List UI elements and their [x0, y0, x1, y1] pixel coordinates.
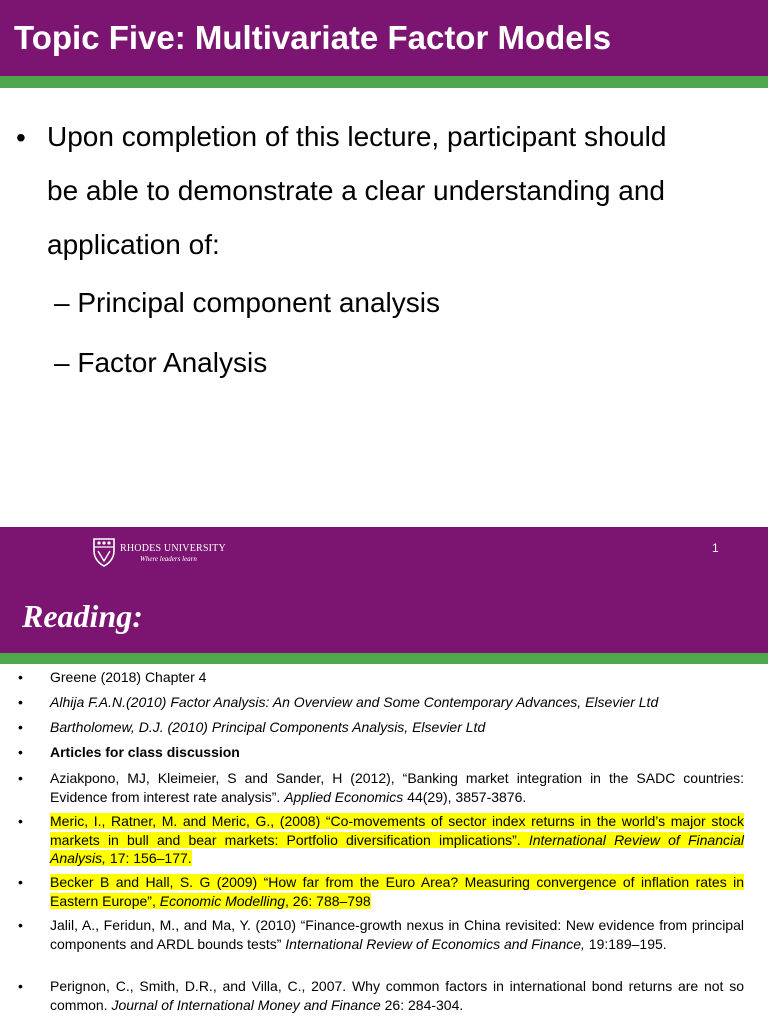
reading-text: [50, 916, 744, 953]
citation-authors-title: Aziakpono, MJ, Kleimeier, S and Sander, H (2012), “Banking market integration in the SADC countries: Evidence from interest rate analysis”.: [50, 770, 744, 805]
reading-text: Alhija F.A.N.(2010) Factor Analysis: An Overview and Some Contemporary Advances, Elsevier Ltd: [50, 694, 659, 710]
reading-text: Bartholomew, D.J. (2010) Principal Components Analysis, Elsevier Ltd: [50, 719, 486, 735]
bullet-icon: •: [18, 978, 23, 994]
bullet-icon: •: [18, 917, 23, 933]
subitem-factor-analysis: – Factor Analysis: [54, 347, 268, 378]
bullet-icon: •: [16, 122, 26, 153]
slide-2-green-stripe: [0, 653, 768, 664]
citation-journal: International Review of Financial Analysis,: [50, 831, 745, 866]
citation-volume: 19:189–195.: [588, 935, 667, 952]
citation-authors-title: Jalil, A., Feridun, M., and Ma, Y. (2010) “Finance-growth nexus in China revisited: New evidence from principal components and ARDL bounds tests”: [50, 917, 744, 952]
objective-line-1: Upon completion of this lecture, participant should: [47, 121, 667, 152]
citation-authors-title: Perignon, C., Smith, D.R., and Villa, C., 2007. Why common factors in international bond returns are not so common.: [50, 978, 744, 1013]
reading-text: [50, 977, 744, 1014]
logo-text: RHODES UNIVERSITY: [120, 543, 226, 554]
bullet-icon: •: [18, 719, 23, 735]
citation-authors-title: Becker B and Hall, S. G (2009) “How far from the Euro Area? Measuring convergence of inflation rates in Eastern Europe”,: [50, 874, 744, 909]
objective-line-2: be able to demonstrate a clear understanding and: [47, 175, 665, 206]
rhodes-university-logo: [92, 537, 226, 569]
reading-text: [50, 769, 744, 806]
reading-text: [50, 812, 744, 868]
bullet-icon: •: [18, 744, 23, 760]
slide-1-green-stripe: [0, 76, 768, 88]
bullet-icon: •: [18, 694, 23, 710]
logo-tagline: Where leaders learn: [140, 555, 197, 563]
citation-volume: 17: 156–177.: [109, 850, 192, 866]
shield-icon: [92, 537, 116, 567]
citation-journal: Economic Modelling: [159, 892, 286, 909]
slide-1-footer: [0, 527, 768, 583]
slide-2-header: [0, 583, 768, 653]
bullet-icon: •: [18, 669, 23, 685]
citation-authors-title: Meric, I., Ratner, M. and Meric, G., (2008) “Co-movements of sector index returns in the world’s major stock markets in bull and bear markets: Portfolio diversification implications”.: [50, 813, 744, 848]
citation-volume: 26: 284-304.: [384, 996, 464, 1013]
citation-journal: Applied Economics: [284, 788, 404, 805]
reading-text: Greene (2018) Chapter 4: [50, 669, 207, 685]
citation-volume: , 26: 788–798: [285, 892, 371, 909]
slide-1-title: Topic Five: Multivariate Factor Models: [14, 19, 612, 56]
objective-line-3: application of:: [47, 229, 220, 260]
page-number: 1: [712, 541, 719, 555]
bullet-icon: •: [18, 813, 23, 829]
bullet-icon: •: [18, 770, 23, 786]
subitem-principal-component-analysis: – Principal component analysis: [54, 287, 440, 318]
citation-volume: 44(29), 3857-3876.: [407, 788, 527, 805]
section-heading: Articles for class discussion: [50, 744, 240, 760]
reading-text: [50, 873, 744, 910]
bullet-icon: •: [18, 874, 23, 890]
citation-journal: International Review of Economics and Finance,: [285, 935, 585, 952]
slide-2-title: Reading:: [22, 598, 143, 634]
citation-journal: Journal of International Money and Finance: [111, 996, 381, 1013]
slide-1-header: [0, 0, 768, 76]
